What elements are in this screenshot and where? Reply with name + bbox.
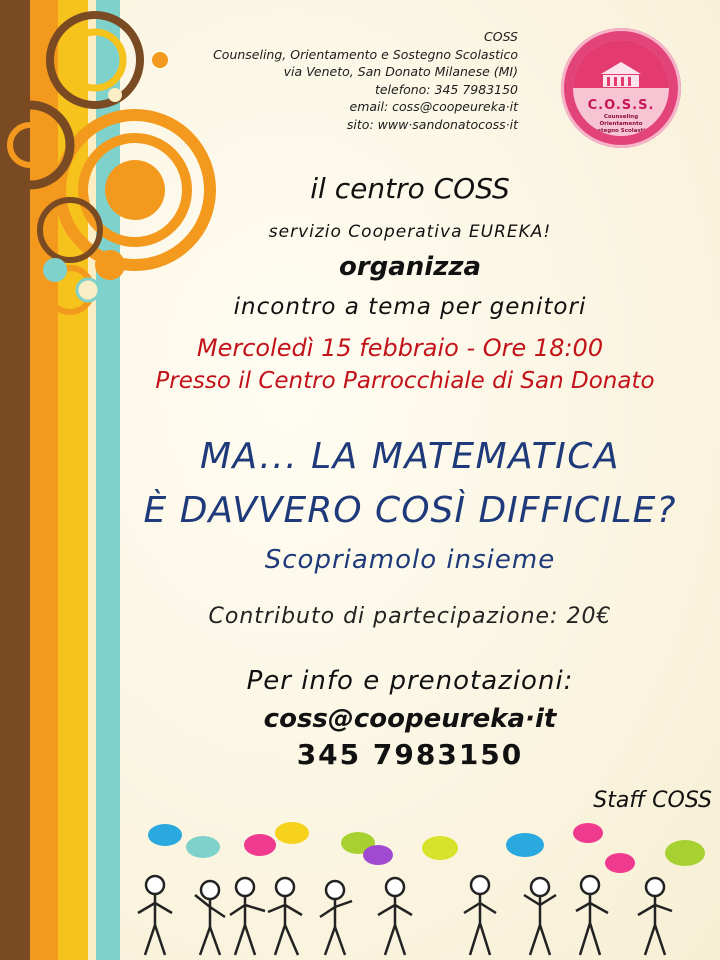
cooperative-line: servizio Cooperativa EUREKA!: [268, 222, 552, 242]
event-date: Mercoledì 15 febbraio - Ore 18:00: [196, 334, 604, 362]
event-title-line1: MA... LA MATEMATICA: [200, 436, 620, 477]
stick-figures: [138, 876, 672, 955]
event-venue: Presso il Centro Parrocchiale di San Donato: [155, 368, 655, 394]
header-website: sito: www·sandonatocoss·it: [346, 116, 518, 132]
header-address: via Veneto, San Donato Milanese (MI): [283, 64, 518, 79]
contact-phone: 345 7983150: [296, 738, 524, 771]
logo-subtitle: [573, 114, 669, 135]
participation-fee: Contributo di partecipazione: 20€: [208, 604, 612, 629]
contact-email: coss@coopeureka·it: [263, 704, 557, 734]
speech-bubbles: [148, 822, 705, 873]
staff-signature: Staff COSS: [593, 788, 712, 813]
organizza-line: organizza: [338, 252, 482, 282]
coss-logo: [561, 28, 681, 148]
event-type-line: incontro a tema per genitori: [233, 294, 587, 320]
logo-sub-line: Sostegno Scolastico: [589, 128, 653, 134]
logo-inner: [573, 40, 669, 136]
info-label: Per info e prenotazioni:: [246, 666, 574, 696]
header-fullname: Counseling, Orientamento e Sostegno Scolastico: [213, 46, 518, 62]
header-org: COSS: [484, 29, 518, 44]
event-subtitle: Scopriamolo insieme: [264, 545, 556, 575]
header-phone: telefono: 345 7983150: [374, 81, 518, 97]
building-icon: [573, 40, 669, 96]
logo-name: C.O.S.S.: [587, 98, 655, 113]
logo-sub-line: Counseling: [603, 114, 639, 120]
header-email: email: coss@coopeureka·it: [349, 99, 518, 114]
organizer-line: il centro COSS: [310, 172, 510, 205]
contact-header: [213, 28, 518, 133]
people-illustration: [120, 815, 720, 960]
event-title-line2: È DAVVERO COSÌ DIFFICILE?: [143, 490, 677, 531]
logo-sub-line: Orientamento: [599, 121, 643, 127]
